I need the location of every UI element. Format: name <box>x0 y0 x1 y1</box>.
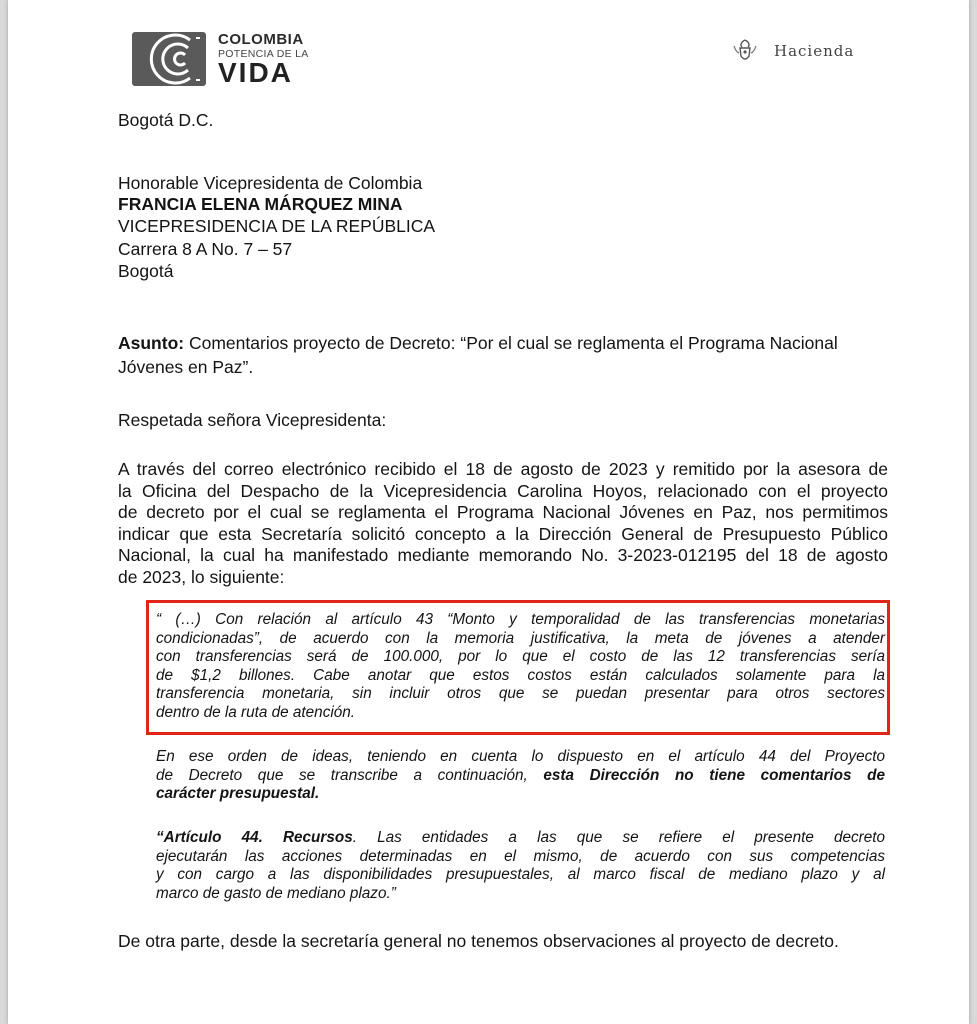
coat-of-arms-icon <box>730 36 760 66</box>
conclusion-line-3 <box>156 785 885 804</box>
article-line-4: marco de gasto de mediano plazo.” <box>156 884 396 902</box>
closing-line: De otra parte, desde la secretaría general no tenemos observaciones al proyecto de decreto. <box>118 931 839 951</box>
hacienda-label: Hacienda <box>774 42 855 60</box>
body-line: Nacional, la cual ha manifestado mediante memorando No. 3-2023-012195 del 18 de agosto <box>118 545 888 565</box>
conclusion-line-1: En ese orden de ideas, teniendo en cuenta lo dispuesto en el artículo 44 del Proyecto <box>156 748 885 765</box>
conclusion-line-2-bold: esta Dirección no tiene comentarios de <box>543 766 885 784</box>
article-line-2: ejecutarán las acciones determinadas en el mismo, de acuerdo con sus competencias <box>156 847 885 865</box>
recipient-name: FRANCIA ELENA MÁRQUEZ MINA <box>118 194 403 214</box>
subject-line-2: Jóvenes en Paz”. <box>118 357 254 377</box>
quote-line: transferencia monetaria, sin incluir otros que se puedan presentar para otros sectores <box>156 685 885 703</box>
recipient-address: Carrera 8 A No. 7 – 57 <box>118 239 293 259</box>
recipient-city: Bogotá <box>118 261 174 281</box>
article-line-1-text: . Las entidades a las que se refiere el presente decreto <box>352 829 885 846</box>
logo-wordmark <box>218 32 309 87</box>
body-line: la Oficina del Despacho de la Vicepresidencia Carolina Hoyos, relacionado con el proyecto <box>118 480 888 501</box>
salutation: Respetada señora Vicepresidenta: <box>118 410 387 430</box>
quote-line: dentro de la ruta de atención. <box>156 703 356 721</box>
body-paragraph <box>118 459 888 588</box>
subject-text: Comentarios proyecto de Decreto: “Por el cual se reglamenta el Programa Nacional <box>188 333 838 353</box>
recipient-office: VICEPRESIDENCIA DE LA REPÚBLICA <box>118 216 436 236</box>
conclusion-paragraph <box>156 748 885 804</box>
body-line: de decreto por el cual se reglamenta el Programa Nacional Jóvenes en Paz, nos permitimos <box>118 502 888 522</box>
colombia-potencia-vida-logo <box>130 30 330 90</box>
conclusion-line-3-bold: carácter presupuestal. <box>156 785 320 803</box>
article-44-paragraph <box>156 829 885 903</box>
quote-line: condicionadas”, de acuerdo con la memoria justificativa, la meta de jóvenes a atender <box>156 629 885 647</box>
logo-line-potencia: POTENCIA DE LA <box>218 48 309 60</box>
logo-mark-icon <box>130 30 208 88</box>
letter-place: Bogotá D.C. <box>118 110 214 130</box>
logo-line-colombia: COLOMBIA <box>218 31 304 48</box>
article-line-1 <box>156 829 885 848</box>
conclusion-line-2 <box>156 767 885 786</box>
article-line-3: y con cargo a las disponibilidades presupuestales, al marco fiscal de mediano plazo y al <box>156 866 885 884</box>
conclusion-line-2-text: de Decreto que se transcribe a continuación, <box>156 766 544 784</box>
quoted-memo <box>156 611 885 723</box>
quote-line: con transferencias será de 100.000, por lo que el costo de las 12 transferencias sería <box>156 648 885 666</box>
subject-line-1 <box>118 335 838 353</box>
article-heading: “Artículo 44. Recursos <box>156 829 353 846</box>
body-line: A través del correo electrónico recibido el 18 de agosto de 2023 y remitido por la asesora de <box>118 459 888 479</box>
subject-label: Asunto: <box>118 333 185 353</box>
recipient-title: Honorable Vicepresidenta de Colombia <box>118 173 423 193</box>
quote-line: de $1,2 billones. Cabe anotar que estos costos están calculados solamente para la <box>156 666 885 684</box>
document-page <box>8 0 969 1024</box>
body-line: de 2023, lo siguiente: <box>118 566 285 587</box>
logo-line-vida: VIDA <box>218 56 293 88</box>
body-line: indicar que esta Secretaría solicitó concepto a la Dirección General de Presupuesto Público <box>118 523 888 544</box>
quote-line: “ (…) Con relación al artículo 43 “Monto y temporalidad de las transferencias monetarias <box>156 611 885 628</box>
